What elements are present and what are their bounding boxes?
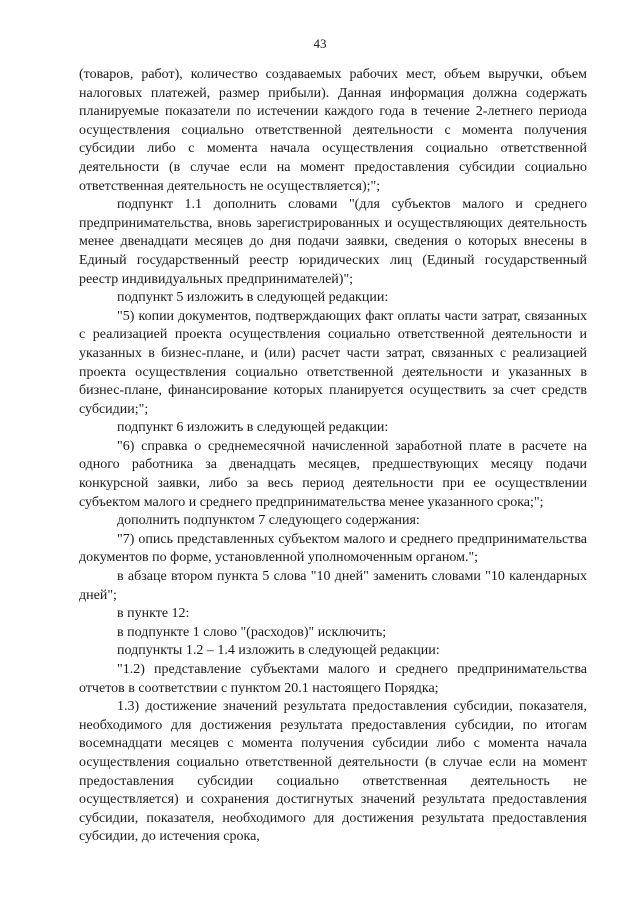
paragraph-item-12-heading: в пункте 12: — [117, 606, 190, 622]
document-body — [79, 66, 587, 847]
paragraph-subitem-1-2: "1.2) представление субъектами малого и среднего предпринимательства отчетов в соответствии с пунктом 20.1 настоящего Порядка; — [79, 662, 587, 696]
paragraph-subitem-7-intro: дополнить подпунктом 7 следующего содержания: — [117, 513, 420, 529]
paragraph-subitem-6-intro: подпункт 6 изложить в следующей редакции: — [117, 420, 389, 436]
paragraph-item-5-amendment: в абзаце втором пункта 5 слова "10 дней" заменить словами "10 календарных дней"; — [79, 569, 587, 603]
page-number: 43 — [313, 36, 327, 51]
paragraph-subitem-5-text: "5) копии документов, подтверждающих факт оплаты части затрат, связанных с реализацией проекта осуществления социально ответственной деятельности и указанных в бизнес-плане, и (или) расчет части затрат, связанных с реализацией проекта осуществления социально ответственной деятельности и указанных в бизнес-плане, финансирование которых планируется осуществить за счет средств субсидии;"; — [79, 308, 587, 417]
paragraph-subitems-1-2-1-4-intro: подпункты 1.2 – 1.4 изложить в следующей редакции: — [117, 643, 440, 659]
paragraph-subitem-7-text: "7) опись представленных субъектом малого и среднего предпринимательства документов по форме, установленной уполномоченным органом."; — [79, 531, 587, 566]
paragraph-item-12-subitem-1: в подпункте 1 слово "(расходов)" исключить; — [117, 624, 387, 640]
paragraph-subitem-5-intro: подпункт 5 изложить в следующей редакции: — [117, 290, 389, 306]
paragraph-subitem-6-text: "6) справка о среднемесячной начисленной заработной плате в расчете на одного работника за двенадцать месяцев, предшествующих месяцу подачи конкурсной заявки, либо за весь период деятельности при ее осуществлении субъектом малого и среднего предпринимательства менее указанного срока;"; — [79, 438, 587, 510]
paragraph-subitem-1-3: 1.3) достижение значений результата предоставления субсидии, показателя, необходимого для достижения результата предоставления субсидии, по итогам восемнадцати месяцев с момента получения субсидии либо с момента начала осуществления социально ответственной деятельности (в случае если на момент предоставления субсидии социально ответственная деятельность не осуществляется) и сохранения достигнутых значений результата предоставления субсидии, показателя, необходимого для достижения результата предоставления субсидии, до истечения срока, — [79, 699, 587, 845]
paragraph-subitem-1-1: подпункт 1.1 дополнить словами "(для субъектов малого и среднего предпринимательства, вновь зарегистрированных и осуществляющих деятельность менее двенадцати месяцев до дня подачи заявки, сведения о которых внесены в Единый государственный реестр юридических лиц (Единый государственный реестр индивидуальных предпринимателей)"; — [79, 197, 587, 287]
paragraph-continuation: (товаров, работ), количество создаваемых рабочих мест, объем выручки, объем налоговых платежей, размер прибыли). Данная информация должна содержать планируемые показатели по истечении каждого года в течение 2-летнего периода осуществления социально ответственной деятельности с момента получения субсидии либо с момента начала осуществления социально ответственной деятельности (в случае если на момент предоставления субсидии социально ответственная деятельность не осуществляется);"; — [79, 67, 587, 194]
